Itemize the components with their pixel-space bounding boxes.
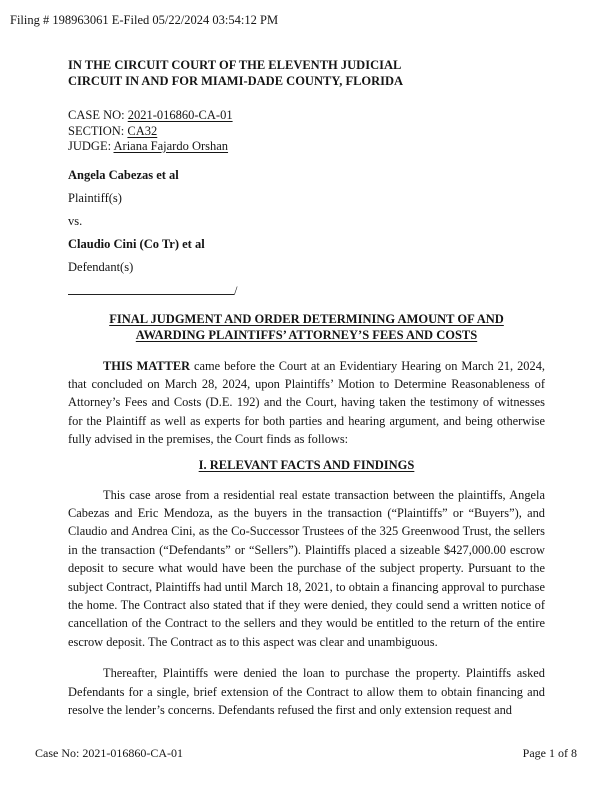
plaintiff-label: Plaintiff(s) [68,190,122,205]
plaintiff-name: Angela Cabezas et al [68,167,179,182]
judge-value: Ariana Fajardo Orshan [113,139,229,153]
party-separator-line [68,283,545,298]
footer-case-number: Case No: 2021-016860-CA-01 [35,746,183,760]
case-number-line [68,108,545,124]
court-name-block [68,57,545,89]
judge-label: JUDGE: [68,139,114,153]
case-info-block [68,108,545,155]
intro-rest-text: came before the Court at an Evidentiary Hearing on March 21, 2024, that concluded on March 28, 2024, upon Plaintiffs’ Motion to Determine Reasonableness of Attorney’s Fees and Costs (D.E. 192) and the Court, having taken the testimony of witnesses for the Plaintiff as well as experts for both parties and hearing argument, and being otherwise fully advised in the premises, the Court finds as follows: [68,358,545,447]
separator-slash: / [234,283,238,298]
separator-rule [68,283,234,295]
facts-paragraph-1: This case arose from a residential real estate transaction between the plaintiffs, Angela Cabezas and Eric Mendoza, as the buyers in the transaction (“Plaintiffs” or “Buyers”), and Claudio and Andrea Cini, as the Co-Successor Trustees of the 325 Greenwood Trust, the sellers in the transaction (“Defendants” or “Sellers”). Plaintiffs placed a sizeable $427,000.00 escrow deposit to secure what would have been the purchase of the subject property. Pursuant to the subject Contract, Plaintiffs had until March 18, 2021, to obtain a financing approval to purchase the home. The Contract also stated that if they were denied, they could send a written notice of cancellation of the Contract to the sellers and they would be entitled to the return of the entire escrow deposit. The Contract as to this aspect was clear and unambiguous. [68,487,545,649]
defendant-name: Claudio Cini (Co Tr) et al [68,236,205,251]
footer-page-number: Page 1 of 8 [522,746,577,760]
document-content [68,0,545,719]
filing-header: Filing # 198963061 E-Filed 05/22/2024 03:54:12 PM [10,13,279,27]
parties-block [68,168,545,298]
section-line [68,124,545,140]
defendant-label: Defendant(s) [68,259,134,274]
intro-paragraph [68,357,545,449]
facts-paragraph-2: Thereafter, Plaintiffs were denied the loan to purchase the property. Plaintiffs asked Defendants for a single, brief extension of the Contract to allow them to obtain financing and resolve the lender’s concerns. Defendants refused the first and only extension request and [68,666,545,717]
document-title: FINAL JUDGMENT AND ORDER DETERMINING AMOUNT OF AND AWARDING PLAINTIFFS’ ATTORNEY’S FEES AND COSTS [109,311,504,342]
section-value: CA32 [127,123,158,138]
page-footer [35,746,577,761]
intro-lead-text: THIS MATTER [103,358,191,373]
case-number-label: CASE NO: [68,108,128,122]
court-name-line2: CIRCUIT IN AND FOR MIAMI-DADE COUNTY, FLORIDA [68,74,404,88]
case-number-value: 2021-016860-CA-01 [127,108,233,122]
judge-line [68,139,545,155]
versus-text: vs. [68,213,83,228]
section-label: SECTION: [68,123,128,138]
court-name-line1: IN THE CIRCUIT COURT OF THE ELEVENTH JUDICIAL [68,58,402,72]
section1-heading: I. RELEVANT FACTS AND FINDINGS [198,457,415,472]
